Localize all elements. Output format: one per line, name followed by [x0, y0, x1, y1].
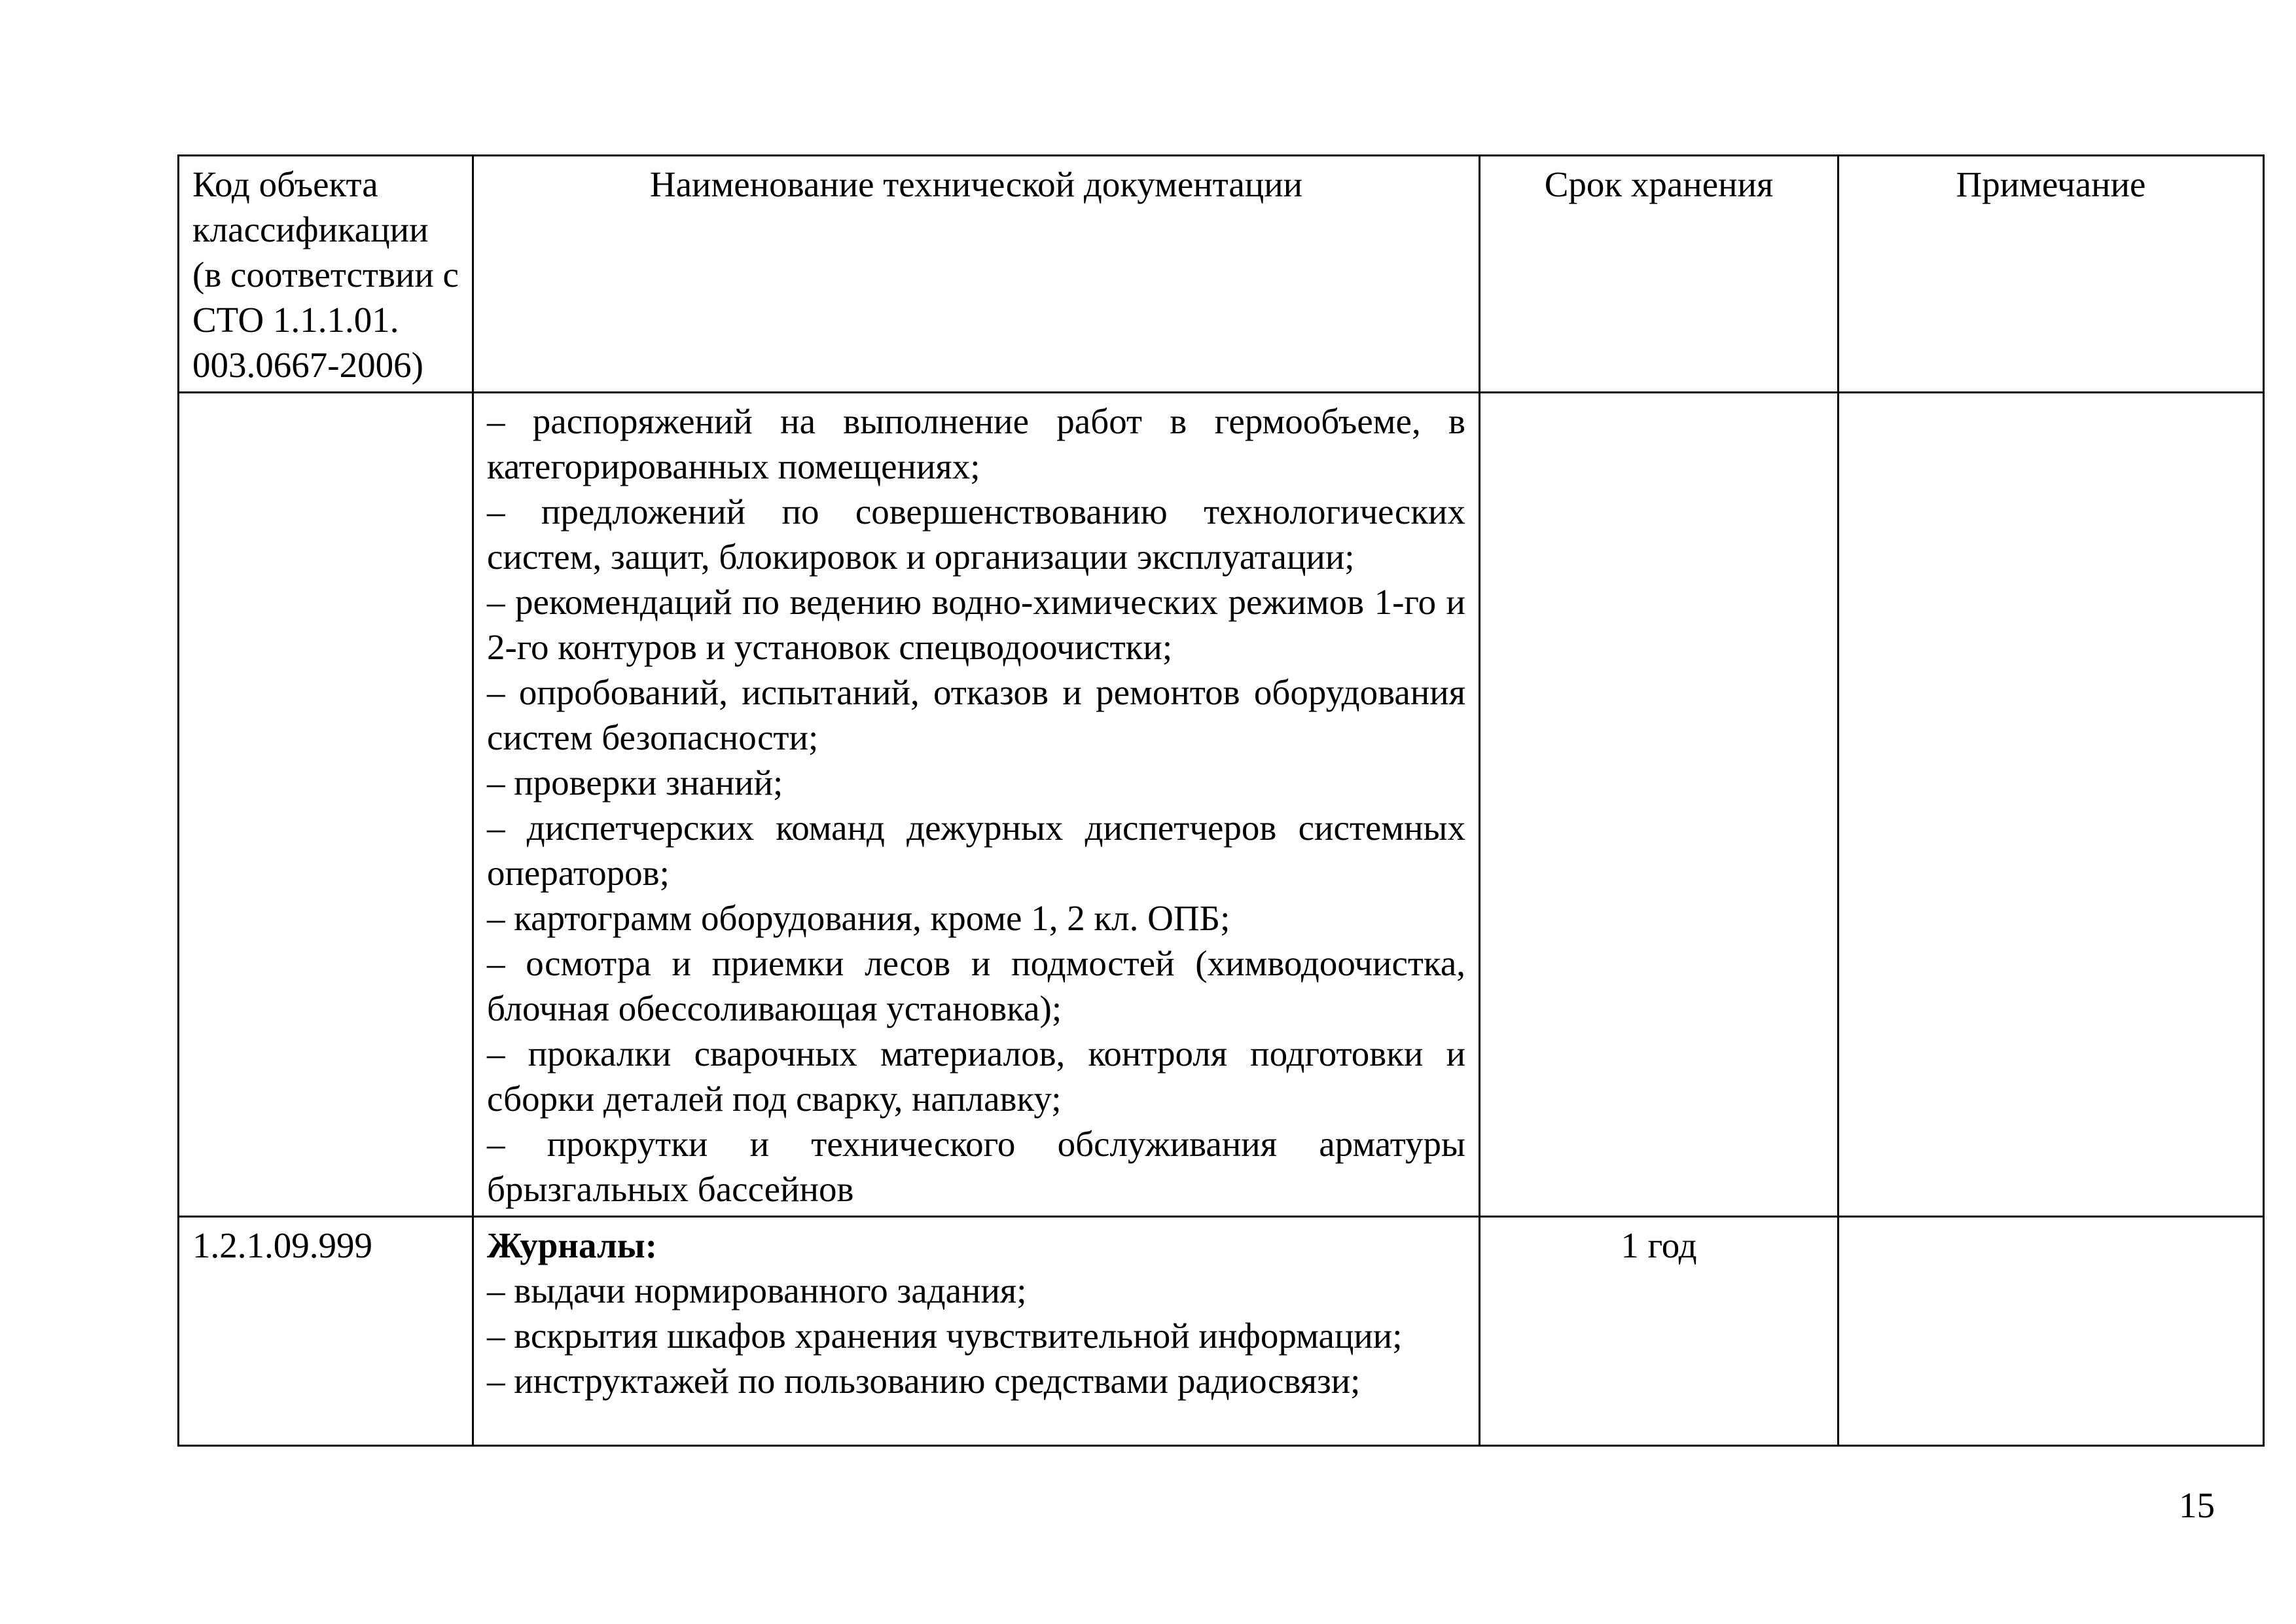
- list-item: – опробований, испытаний, отказов и ремонтов оборудования систем безопасности;: [487, 672, 1465, 757]
- list-item: – рекомендаций по ведению водно-химических режимов 1-го и 2-го контуров и установок спецводоочистки;: [487, 582, 1465, 667]
- row-code-cell: [179, 393, 473, 1217]
- table-header-row: [179, 156, 2264, 393]
- list-item: – диспетчерских команд дежурных диспетчеров системных операторов;: [487, 808, 1465, 893]
- list-item: – распоряжений на выполнение работ в гермообъеме, в категорированных помещениях;: [487, 401, 1465, 486]
- list-item: – прокрутки и технического обслуживания арматуры брызгальных бассейнов: [487, 1124, 1465, 1209]
- table-row: [179, 1217, 2264, 1446]
- list-item: – предложений по совершенствованию технологических систем, защит, блокировок и организации эксплуатации;: [487, 492, 1465, 577]
- row-name-cell: [473, 1217, 1480, 1446]
- row-term-cell: 1 год: [1480, 1217, 1839, 1446]
- header-term: Срок хранения: [1480, 156, 1839, 393]
- list-item: – вскрытия шкафов хранения чувствительной информации;: [487, 1316, 1403, 1356]
- list-item: – инструктажей по пользованию средствами радиосвязи;: [487, 1361, 1361, 1401]
- row-note-cell: [1839, 393, 2264, 1217]
- table-row: [179, 393, 2264, 1217]
- list-item: – проверки знаний;: [487, 763, 783, 803]
- list-item: – картограмм оборудования, кроме 1, 2 кл. ОПБ;: [487, 898, 1230, 938]
- page-number: 15: [2179, 1485, 2215, 1525]
- row-note-cell: [1839, 1217, 2264, 1446]
- row-name-cell: [473, 393, 1480, 1217]
- header-code: Код объекта классификации (в соответствии с СТО 1.1.1.01. 003.0667-2006): [179, 156, 473, 393]
- header-name: Наименование технической документации: [473, 156, 1480, 393]
- row-term-cell: [1480, 393, 1839, 1217]
- row-code-cell: 1.2.1.09.999: [179, 1217, 473, 1446]
- list-item: – осмотра и приемки лесов и подмостей (химводоочистка, блочная обессоливающая установка);: [487, 943, 1465, 1028]
- document-table: [177, 154, 2265, 1447]
- section-title: Журналы:: [487, 1225, 658, 1265]
- header-note: Примечание: [1839, 156, 2264, 393]
- list-item: – выдачи нормированного задания;: [487, 1271, 1027, 1310]
- list-item: – прокалки сварочных материалов, контроля подготовки и сборки деталей под сварку, наплавку;: [487, 1034, 1465, 1119]
